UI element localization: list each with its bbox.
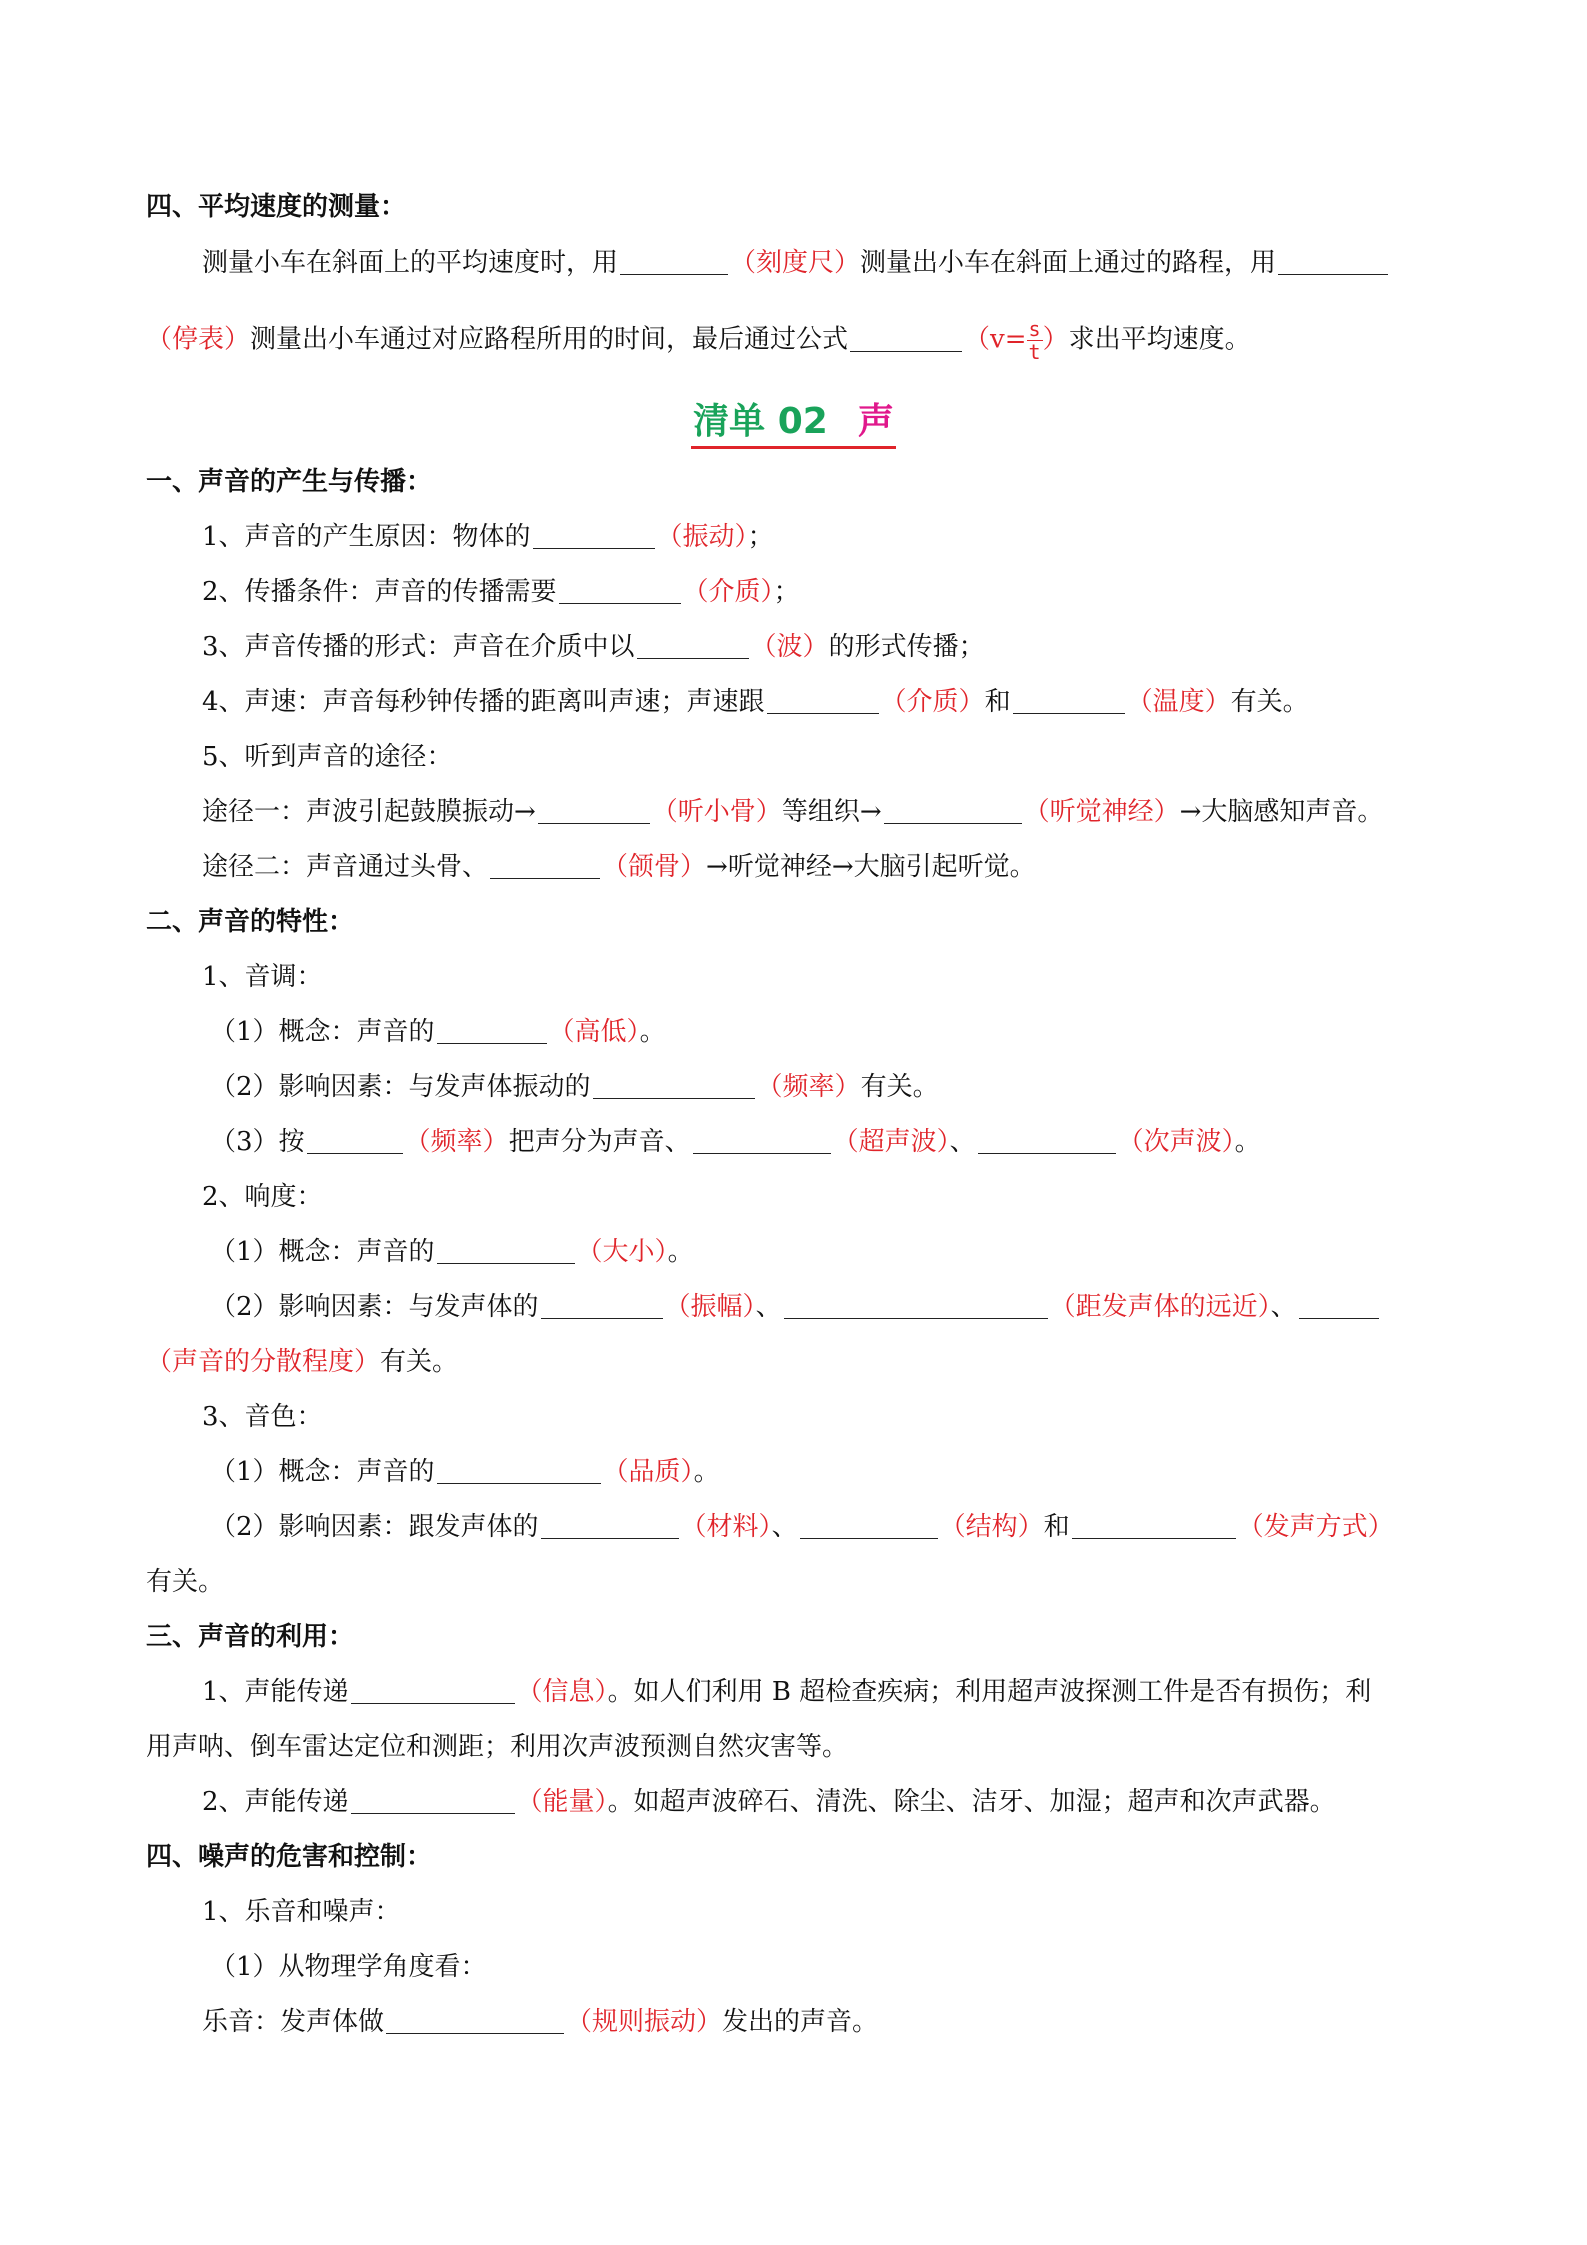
answer-blank xyxy=(1072,1512,1236,1539)
answer-text: （大小） xyxy=(576,1237,668,1267)
text-segment: 有关。 xyxy=(1230,687,1309,717)
text-line: 5、听到声音的途径： xyxy=(202,742,453,772)
text-segment: 2、声能传递 xyxy=(202,1787,349,1817)
answer-text: （介质） xyxy=(880,687,985,717)
text-line: 1、乐音和噪声： xyxy=(202,1897,401,1927)
section-heading: 三、声音的利用： xyxy=(146,1622,355,1652)
text-segment: （1）概念：声音的 xyxy=(210,1237,435,1267)
answer-text: （品质） xyxy=(602,1457,694,1487)
answer-blank xyxy=(1278,248,1388,275)
text-segment: 有关。 xyxy=(380,1347,459,1377)
text-segment: 发出的声音。 xyxy=(722,2007,879,2037)
text-line xyxy=(146,318,1251,363)
text-line xyxy=(202,630,985,664)
answer-text: （刻度尺） xyxy=(730,248,861,278)
text-line xyxy=(210,1455,720,1489)
formula-fraction xyxy=(1027,318,1043,363)
text-line xyxy=(210,1015,666,1049)
section-heading: 四、噪声的危害和控制： xyxy=(146,1842,433,1872)
answer-text: （频率） xyxy=(404,1127,509,1157)
text-segment: 求出平均速度。 xyxy=(1068,324,1251,355)
answer-text: （规则振动） xyxy=(566,2007,723,2037)
answer-blank xyxy=(437,1457,601,1484)
text-line: 1、音调： xyxy=(202,962,323,992)
text-segment: 和 xyxy=(984,687,1011,717)
text-segment: 、 xyxy=(755,1292,782,1322)
text-segment: 。如超声波碎石、清洗、除尘、洁牙、加湿；超声和次声武器。 xyxy=(607,1787,1336,1817)
answer-blank xyxy=(978,1127,1116,1154)
answer-blank xyxy=(437,1017,547,1044)
text-segment: 2、传播条件：声音的传播需要 xyxy=(202,577,557,607)
text-segment: 途径一：声波引起鼓膜振动→ xyxy=(202,797,536,827)
text-line: （1）从物理学角度看： xyxy=(210,1952,487,1982)
answer-blank xyxy=(541,1512,679,1539)
text-segment: →听觉神经→大脑引起听觉。 xyxy=(706,852,1036,882)
title-part: 清单 02 xyxy=(693,401,828,442)
answer-text: （材料） xyxy=(680,1512,772,1542)
answer-blank xyxy=(559,577,681,604)
answer-text: ） xyxy=(1042,324,1069,355)
text-line xyxy=(202,685,1309,719)
answer-text: （颌骨） xyxy=(602,852,707,882)
answer-text: （信息） xyxy=(516,1677,608,1707)
answer-text: （声音的分散程度） xyxy=(146,1347,381,1377)
text-segment: （2）影响因素：与发声体振动的 xyxy=(210,1072,591,1102)
answer-blank xyxy=(850,325,962,352)
text-segment: ； xyxy=(773,577,800,607)
text-segment: （2）影响因素：跟发声体的 xyxy=(210,1512,539,1542)
answer-blank xyxy=(538,797,650,824)
text-segment: 、 xyxy=(1270,1292,1297,1322)
text-line: 有关。 xyxy=(146,1567,225,1597)
text-segment: 、 xyxy=(949,1127,976,1157)
text-line xyxy=(202,850,1036,884)
text-line xyxy=(210,1290,1381,1324)
text-line xyxy=(202,2005,878,2039)
text-segment: 。 xyxy=(639,1017,666,1047)
answer-blank xyxy=(351,1677,515,1704)
text-line xyxy=(202,246,1390,280)
text-segment: 。 xyxy=(1234,1127,1261,1157)
text-line: 用声呐、倒车雷达定位和测距；利用次声波预测自然灾害等。 xyxy=(146,1732,849,1762)
text-segment: 4、声速：声音每秒钟传播的距离叫声速；声速跟 xyxy=(202,687,765,717)
text-segment: 。如人们利用 B 超检查疾病；利用超声波探测工件是否有损伤；利 xyxy=(607,1677,1372,1707)
answer-text: （结构） xyxy=(939,1512,1044,1542)
page-title xyxy=(0,393,1587,449)
answer-text: （温度） xyxy=(1126,687,1231,717)
text-segment: 乐音：发声体做 xyxy=(202,2007,385,2037)
text-line xyxy=(210,1510,1394,1544)
answer-text: （发声方式） xyxy=(1237,1512,1394,1542)
answer-blank xyxy=(884,797,1022,824)
text-line xyxy=(210,1235,694,1269)
text-segment: 的形式传播； xyxy=(828,632,985,662)
text-segment: 测量出小车通过对应路程所用的时间，最后通过公式 xyxy=(250,324,849,355)
text-line: 3、音色： xyxy=(202,1402,323,1432)
text-segment: 途径二：声音通过头骨、 xyxy=(202,852,489,882)
answer-blank xyxy=(693,1127,831,1154)
fraction-numerator: s xyxy=(1028,317,1041,341)
answer-blank xyxy=(767,687,879,714)
text-segment: 有关。 xyxy=(860,1072,939,1102)
text-segment: 1、声音的产生原因：物体的 xyxy=(202,522,531,552)
text-line xyxy=(202,1675,1371,1709)
answer-blank xyxy=(1299,1292,1379,1319)
answer-blank xyxy=(533,522,655,549)
text-line xyxy=(202,575,800,609)
text-line xyxy=(146,1345,458,1379)
text-segment: （1）概念：声音的 xyxy=(210,1457,435,1487)
title-part: 声 xyxy=(857,401,894,442)
answer-blank xyxy=(620,248,728,275)
answer-blank xyxy=(784,1292,1048,1319)
text-segment: 测量出小车在斜面上通过的路程，用 xyxy=(860,248,1277,278)
section-heading: 一、声音的产生与传播： xyxy=(146,467,433,497)
answer-text: （距发声体的远近） xyxy=(1049,1292,1271,1322)
section-heading: 二、声音的特性： xyxy=(146,907,355,937)
answer-text: （v= xyxy=(964,324,1027,355)
fraction-denominator: t xyxy=(1028,340,1041,364)
answer-text: （停表） xyxy=(146,324,251,355)
answer-text: （听觉神经） xyxy=(1023,797,1180,827)
text-segment: 。 xyxy=(667,1237,694,1267)
answer-blank xyxy=(386,2007,564,2034)
answer-text: （介质） xyxy=(682,577,774,607)
text-line xyxy=(202,1785,1336,1819)
section-heading: 四、平均速度的测量： xyxy=(146,192,407,222)
answer-text: （能量） xyxy=(516,1787,608,1817)
answer-blank xyxy=(490,852,600,879)
text-segment: （3）按 xyxy=(210,1127,305,1157)
answer-text: （次声波） xyxy=(1117,1127,1235,1157)
answer-text: （振幅） xyxy=(664,1292,756,1322)
answer-text: （高低） xyxy=(548,1017,640,1047)
answer-blank xyxy=(307,1127,403,1154)
text-segment: ； xyxy=(747,522,774,552)
text-segment: 1、声能传递 xyxy=(202,1677,349,1707)
answer-text: （振动） xyxy=(656,522,748,552)
text-segment: 3、声音传播的形式：声音在介质中以 xyxy=(202,632,635,662)
text-segment: 和 xyxy=(1043,1512,1070,1542)
answer-text: （频率） xyxy=(756,1072,861,1102)
text-segment: 。 xyxy=(693,1457,720,1487)
answer-text: （波） xyxy=(750,632,829,662)
answer-blank xyxy=(800,1512,938,1539)
text-segment: 测量小车在斜面上的平均速度时，用 xyxy=(202,248,619,278)
text-segment: 等组织→ xyxy=(781,797,882,827)
answer-text: （听小骨） xyxy=(651,797,782,827)
answer-blank xyxy=(637,632,749,659)
answer-blank xyxy=(541,1292,663,1319)
text-segment: 、 xyxy=(771,1512,798,1542)
text-line xyxy=(210,1125,1261,1159)
text-segment: （2）影响因素：与发声体的 xyxy=(210,1292,539,1322)
text-line: 2、响度： xyxy=(202,1182,323,1212)
text-segment: 把声分为声音、 xyxy=(508,1127,691,1157)
answer-blank xyxy=(351,1787,515,1814)
answer-blank xyxy=(437,1237,575,1264)
text-line xyxy=(202,795,1383,829)
answer-text: （超声波） xyxy=(832,1127,950,1157)
answer-blank xyxy=(1013,687,1125,714)
answer-blank xyxy=(593,1072,755,1099)
text-segment: （1）概念：声音的 xyxy=(210,1017,435,1047)
text-line xyxy=(210,1070,939,1104)
text-segment: →大脑感知声音。 xyxy=(1179,797,1384,827)
text-line xyxy=(202,520,774,554)
